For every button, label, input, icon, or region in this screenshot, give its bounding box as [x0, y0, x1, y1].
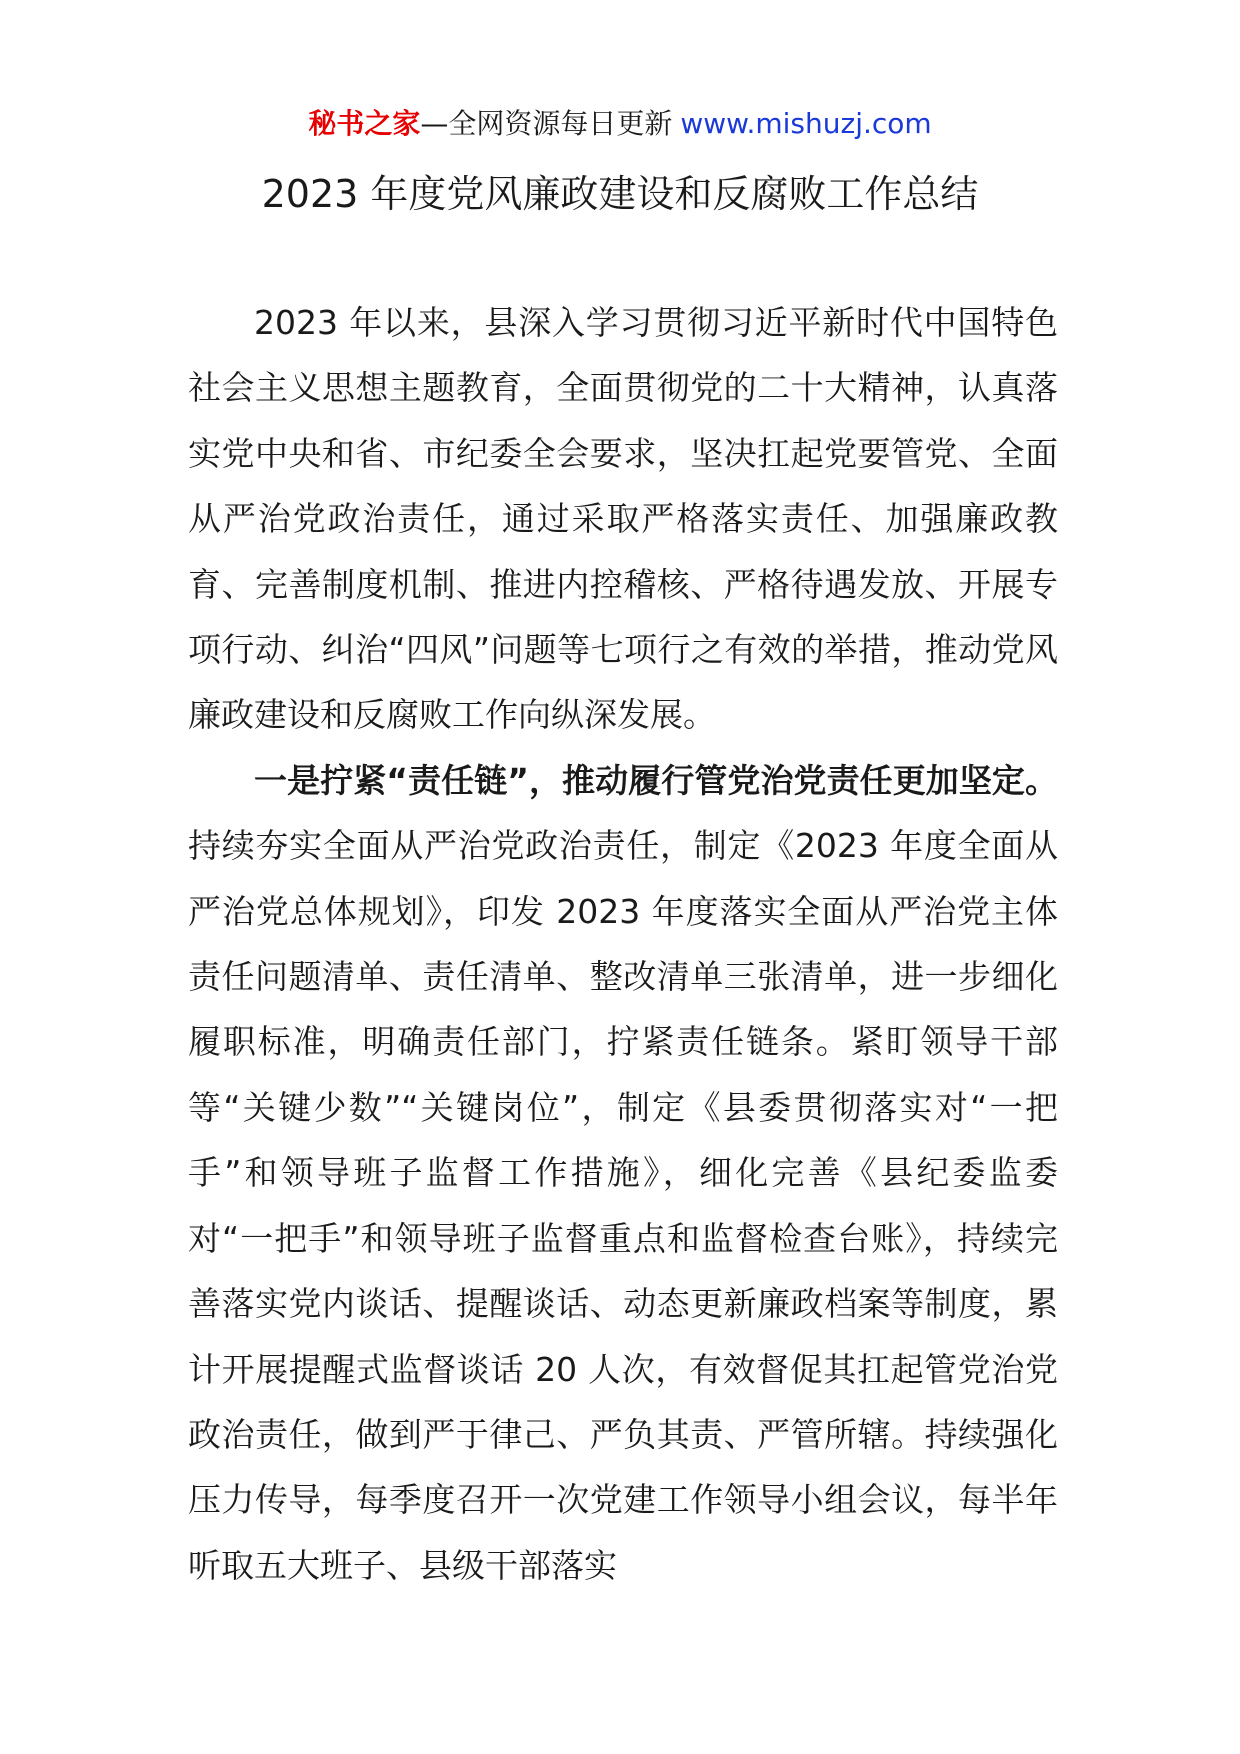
paragraph-intro	[188, 290, 1058, 748]
brand-tagline: —全网资源每日更新	[420, 107, 673, 140]
paragraph-text: 2023 年以来，县深入学习贯彻习近平新时代中国特色社会主义思想主题教育，全面贯彻党的二十大精神，认真落实党中央和省、市纪委全会要求，坚决扛起党要管党、全面从严治党政治责任，通过采取严格落实责任、加强廉政教育、完善制度机制、推进内控稽核、严格待遇发放、开展专项行动、纠治“四风”问题等七项行之有效的举措，推动党风廉政建设和反腐败工作向纵深发展。	[188, 303, 1058, 735]
site-header	[0, 104, 1240, 144]
paragraph-lead: 一是拧紧“责任链”，推动履行管党治党责任更加坚定。	[254, 760, 1058, 800]
document-body	[188, 290, 1058, 1598]
brand-name: 秘书之家	[308, 107, 421, 140]
site-url-link[interactable]: www.mishuzj.com	[680, 107, 932, 140]
paragraph-text: 持续夯实全面从严治党政治责任，制定《2023 年度全面从严治党总体规划》，印发 2023 年度落实全面从严治党主体责任问题清单、责任清单、整改清单三张清单，进一步细化履职标准，明确责任部门，拧紧责任链条。紧盯领导干部等“关键少数”“关键岗位”，制定《县委贯彻落实对“一把手”和领导班子监督工作措施》，细化完善《县纪委监委对“一把手”和领导班子监督重点和监督检查台账》，持续完善落实党内谈话、提醒谈话、动态更新廉政档案等制度，累计开展提醒式监督谈话 20 人次，有效督促其扛起管党治党政治责任，做到严于律己、严负其责、严管所辖。持续强化压力传导，每季度召开一次党建工作领导小组会议，每半年听取五大班子、县级干部落实	[188, 826, 1058, 1585]
paragraph-responsibility-chain	[188, 748, 1058, 1598]
document-title: 2023 年度党风廉政建设和反腐败工作总结	[261, 172, 979, 216]
